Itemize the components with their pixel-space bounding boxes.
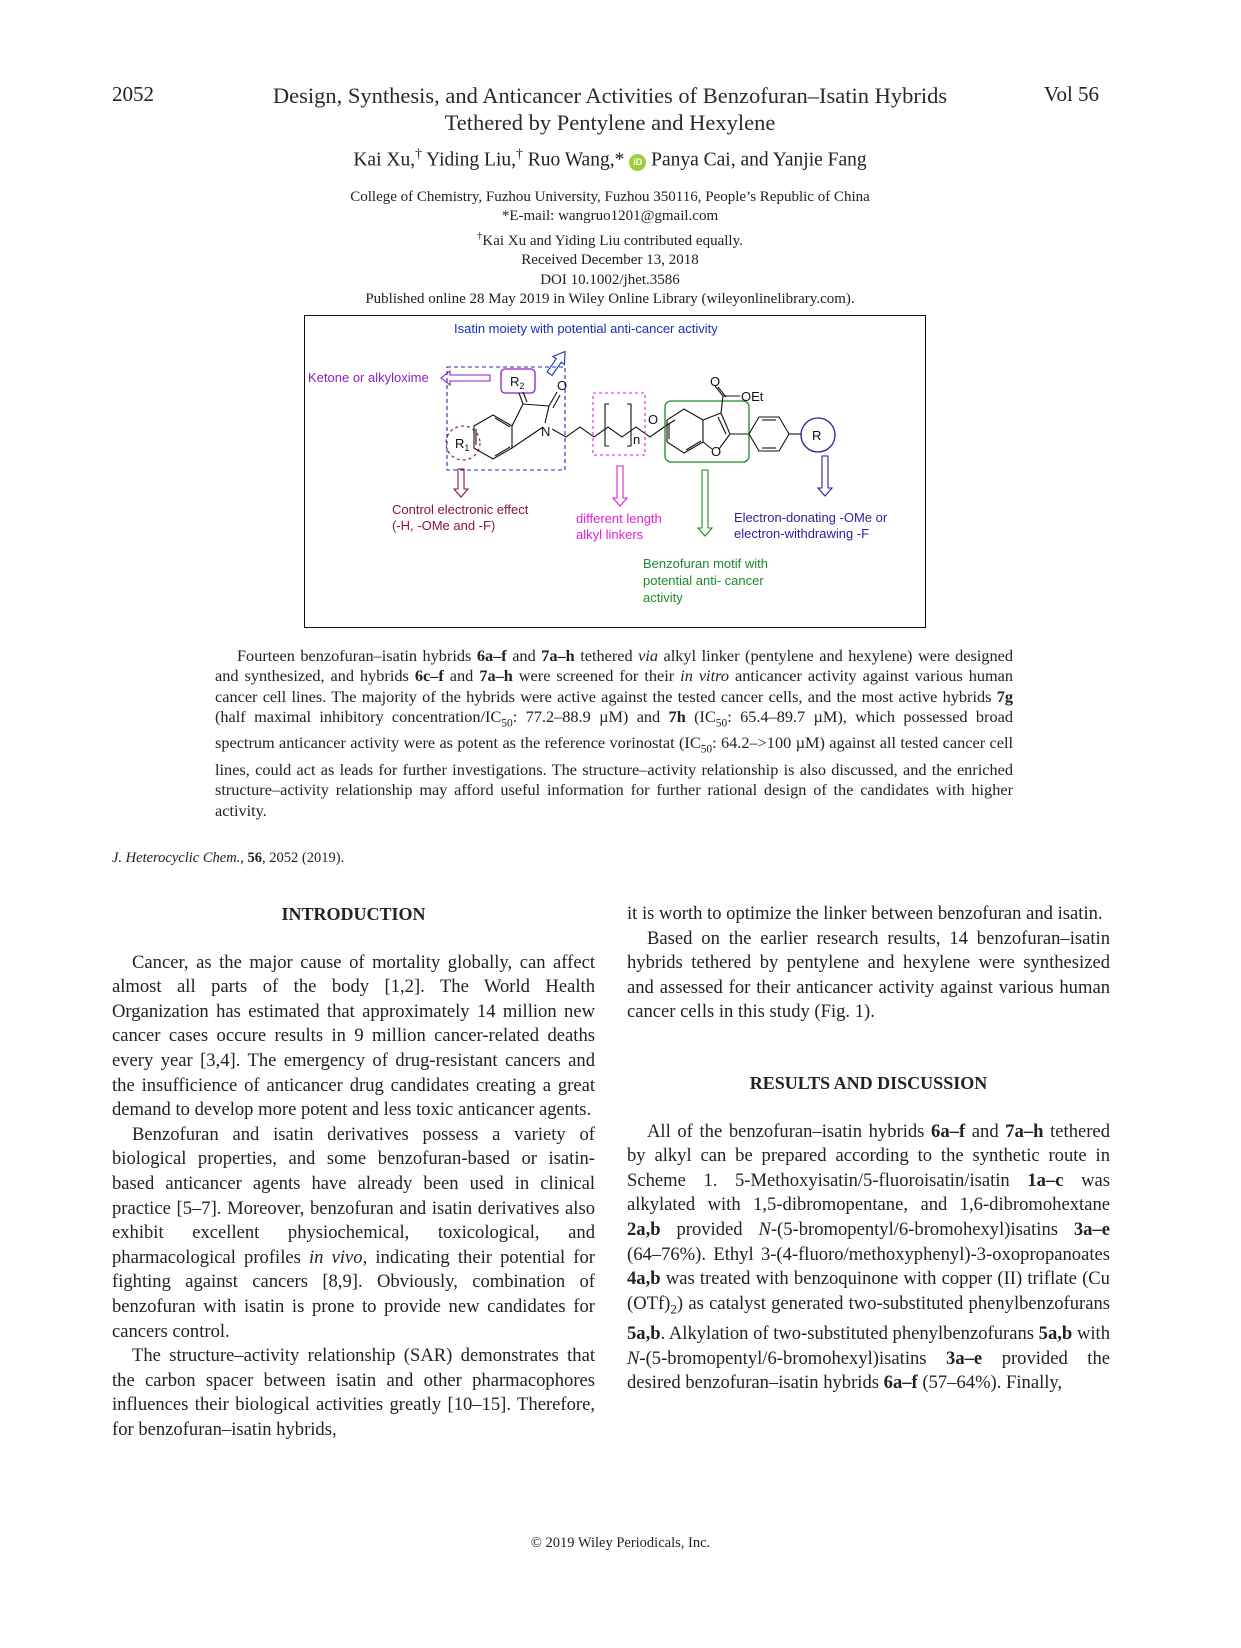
atom-r2: $R_2$	[510, 374, 525, 391]
atom-n: N	[541, 424, 551, 439]
dagger-mark: †	[515, 146, 523, 161]
isatin-box	[447, 367, 568, 470]
benzo-label-line-2: potential anti- cancer	[643, 573, 764, 588]
author-2: Yiding Liu,	[426, 149, 516, 171]
atom-o-ether: O	[648, 412, 659, 427]
control-label-line-2: (-H, -OMe and -F)	[392, 518, 496, 533]
affiliation-college: College of Chemistry, Fuzhou University, Fuzhou 350116, People’s Republic of China	[350, 189, 870, 205]
ketone-arrow	[441, 371, 490, 385]
atom-o-furan: O	[711, 444, 722, 459]
intro-paragraph-3: The structure–activity relationship (SAR) demonstrates that the carbon spacer between isatin and other pharmacophores influences their biological activities greatly [10–15]. Therefore, for benzofuran–isatin hybrids,	[112, 1345, 595, 1440]
benzo-label-line-3: activity	[643, 590, 683, 605]
length-label-line-1: different length	[576, 511, 662, 526]
article-title	[200, 82, 1020, 136]
affiliation-email: *E-mail: wangruo1201@gmail.com	[501, 208, 719, 225]
abstract	[215, 646, 1013, 821]
atom-r1: $R_1$	[455, 436, 470, 453]
author-3: Ruo Wang,*	[527, 149, 625, 171]
isatin-arrow	[544, 348, 571, 378]
atom-o-carbonyl: O	[710, 374, 721, 389]
atom-oet: OEt	[741, 389, 764, 404]
benzo-label-line-1: Benzofuran motif with	[643, 556, 769, 571]
linker-arrow	[613, 466, 627, 506]
atom-r: R	[812, 428, 822, 443]
author-4: Panya Cai, and Yanjie Fang	[651, 149, 867, 171]
control-label-line-1: Control electronic effect	[392, 502, 529, 517]
affiliation-block	[200, 188, 1020, 309]
dagger-mark: †	[477, 230, 483, 242]
introduction-heading: INTRODUCTION	[281, 904, 426, 924]
graphical-abstract	[304, 315, 926, 628]
ketone-label: Ketone or alkyloxime	[308, 370, 429, 385]
atom-n-repeat: n	[633, 432, 641, 447]
control-arrow	[454, 469, 468, 497]
left-column	[112, 902, 595, 1442]
phenyl-skeleton	[730, 417, 802, 451]
copyright-footer: © 2019 Wiley Periodicals, Inc.	[530, 1535, 711, 1551]
results-paragraph-1: All of the benzofuran–isatin hybrids 6a–f and 7a–h tethered by alkyl can be prepared according to the synthetic route in Scheme 1. 5-Methoxyisatin/5-fluoroisatin/isatin 1a–c was alkylated with 1,5-dibromopentane, and 1,6-dibromohextane 2a,b provided N-(5-bromopentyl/6-bromohexyl)isatins 3a–e (64–76%). Ethyl 3-(4-fluoro/methoxyphenyl)-3-oxopropanoates 4a,b was treated with benzoquinone with copper (II) triflate (Cu $(OTf)_2$) as catalyst generated two-substituted phenylbenzofurans 5a,b. Alkylation of two-substituted phenylbenzofurans 5a,b with N-(5-bromopentyl/6-bromohexyl)isatins 3a–e provided the desired benzofuran–isatin hybrids 6a–f (57–64%). Finally,	[627, 1120, 1111, 1394]
isatin-label: Isatin moiety with potential anti-cancer activity	[454, 321, 718, 336]
substituent-arrow	[818, 456, 832, 496]
contribution-text: Kai Xu and Yiding Liu contributed equally.	[482, 232, 743, 249]
abstract-paragraph: Fourteen benzofuran–isatin hybrids 6a–f and 7a–h tethered via alkyl linker (pentylene and hexylene) were designed and synthesized, and hybrids 6c–f and 7a–h were screened for their in vitro anticancer activity against various human cancer cell lines. The majority of the hybrids were active against the tested cancer cells, and the most active hybrids 7g (half maximal inhibitory concentration/$IC_{50}$: 77.2–88.9 µM) and 7h ($IC_{50}$: 65.4–89.7 µM), which possessed broad spectrum anticancer activity were as potent as the reference vorinostat ($IC_{50}$: 64.2–>100 µM) against all tested cancer cell lines, could act as leads for further investigations. The structure–activity relationship is also discussed, and the enriched structure–activity relationship may afford useful information for further rational design of the candidates with higher activity.	[215, 646, 1014, 820]
affiliation-contribution	[200, 227, 1020, 251]
page-number: 2052	[112, 82, 154, 106]
volume-label: Vol 56	[1044, 82, 1100, 106]
orcid-icon[interactable]: iD	[629, 154, 646, 171]
doi: DOI 10.1002/jhet.3586	[540, 271, 680, 288]
intro-paragraph-1: Cancer, as the major cause of mortality globally, can affect almost all parts of the body [1,2]. The World Health Organization has estimated that approximately 14 million new cancer cases occure results in 9 million cancer-related deaths every year [3,4]. The emergency of drug-resistant cancers and the insufficience of anticancer drug candidates creating a great demand to develop more potent and less toxic anticancer agents.	[112, 951, 595, 1121]
benzofuran-box	[665, 401, 749, 462]
benzofuran-arrow	[698, 470, 712, 536]
received-date: Received December 13, 2018	[521, 252, 699, 269]
repeat-brackets	[605, 404, 631, 446]
intro-paragraph-2: Benzofuran and isatin derivatives possess a variety of biological properties, and some benzofuran-based or isatin-based anticancer agents have already been used in clinical practice [5–7]. Moreover, benzofuran and isatin derivatives also exhibit excellent physiochemical, toxicological, and pharmacological profiles in vivo, indicating their potential for fighting against cancers [8,9]. Obviously, combination of benzofuran with isatin is prone to provide new candidates for cancers control.	[112, 1123, 595, 1342]
length-label-line-2: alkyl linkers	[576, 527, 644, 542]
right-paragraph-2: Based on the earlier research results, 14 benzofuran–isatin hybrids tethered by pentylene and hexylene were synthesized and assessed for their anticancer activity against various human cancer cells in this study (Fig. 1).	[627, 927, 1110, 1023]
dagger-mark: †	[415, 146, 422, 161]
right-paragraph-1: it is worth to optimize the linker between benzofuran and isatin.	[627, 903, 1103, 924]
author-1: Kai Xu,	[353, 149, 416, 171]
benzofuran-skeleton	[667, 386, 740, 453]
published-online: Published online 28 May 2019 in Wiley Online Library (wileyonlinelibrary.com).	[365, 291, 855, 308]
title-line-1: Design, Synthesis, and Anticancer Activities of Benzofuran–Isatin Hybrids	[272, 83, 948, 108]
right-column	[627, 902, 1110, 1396]
edg-label-line-1: Electron-donating -OMe or	[734, 510, 888, 525]
title-line-2: Tethered by Pentylene and Hexylene	[444, 110, 776, 135]
results-heading: RESULTS AND DISCUSSION	[749, 1072, 988, 1093]
atom-o-isatin: O	[557, 378, 568, 393]
edg-label-line-2: electron-withdrawing -F	[734, 526, 870, 541]
graphical-abstract-svg	[305, 316, 925, 627]
journal-citation: J. Heterocyclic Chem., 56, 2052 (2019).	[112, 850, 345, 866]
author-list	[200, 146, 1020, 172]
